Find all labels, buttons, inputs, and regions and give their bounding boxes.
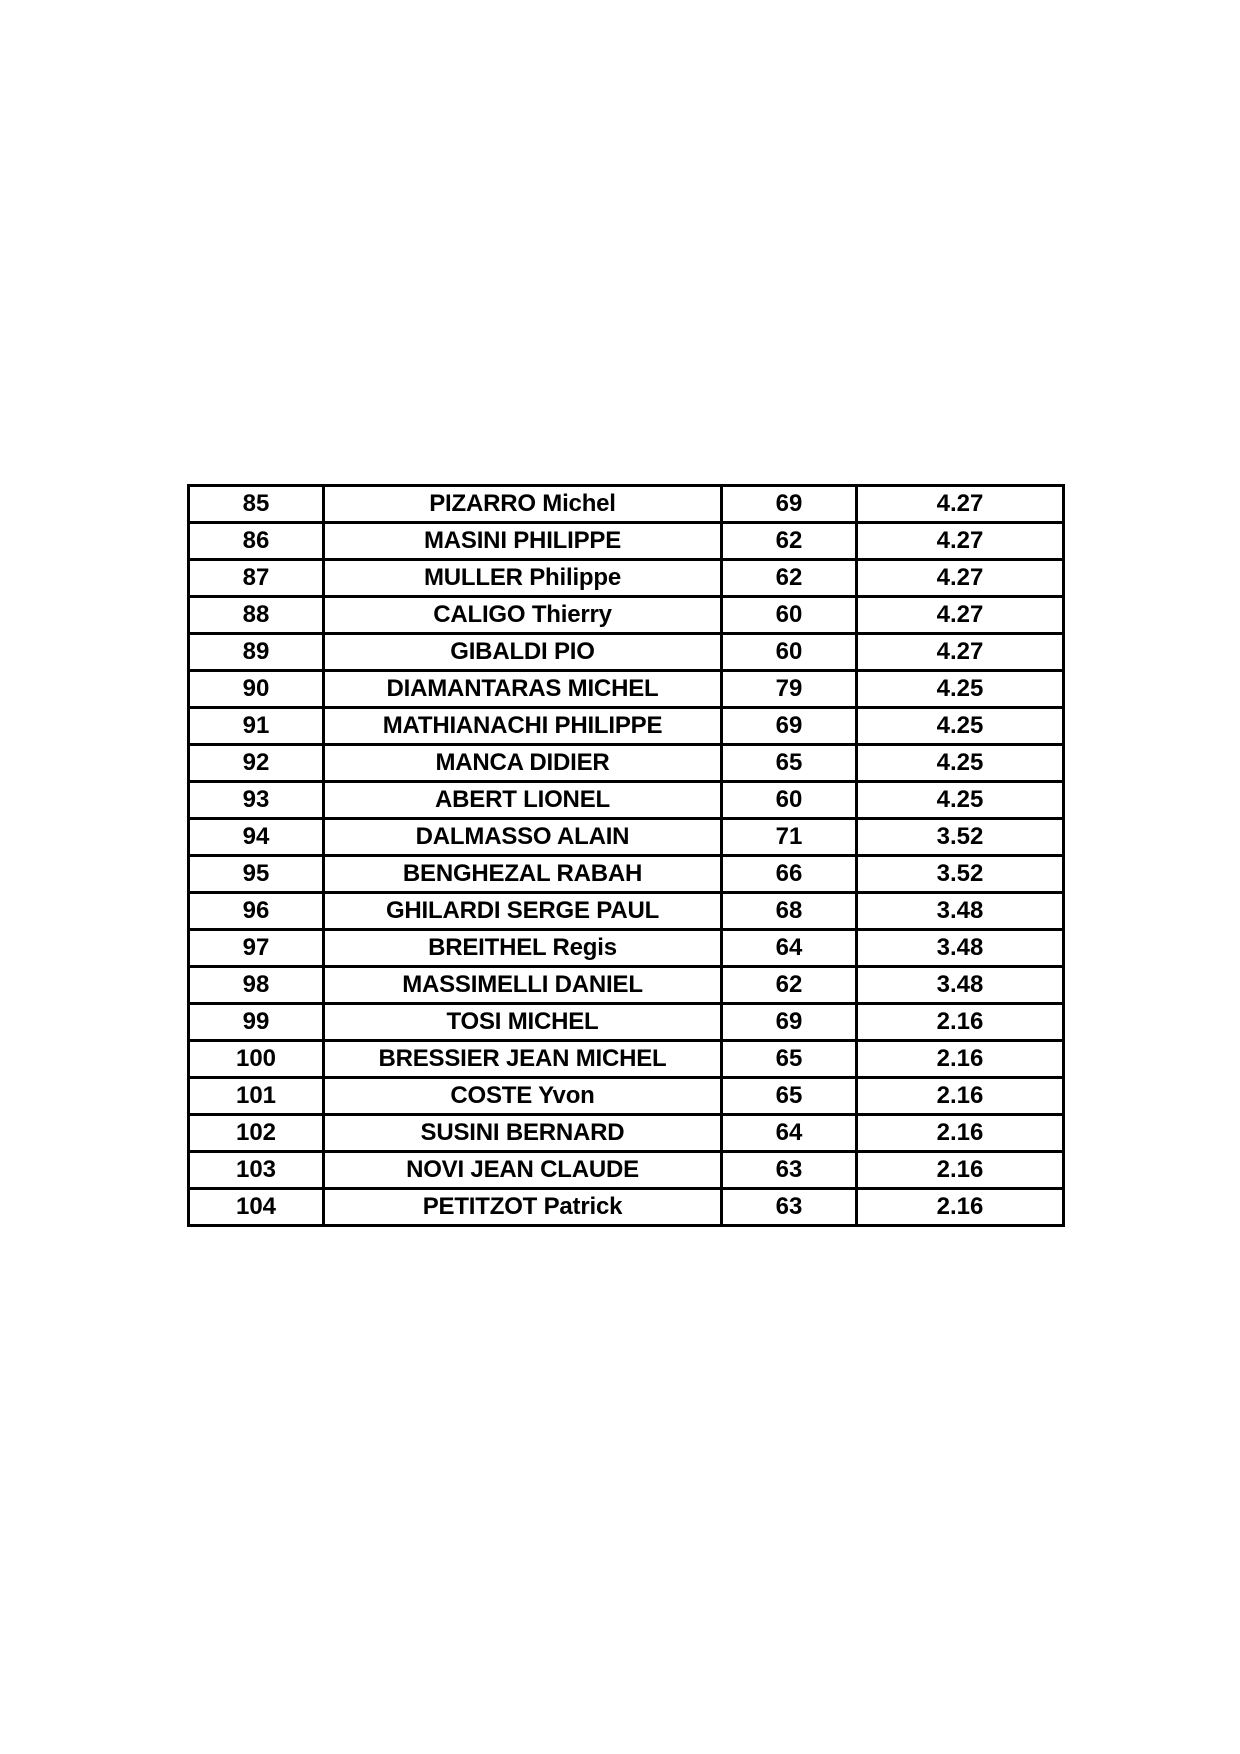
age-cell: 60 — [722, 782, 857, 819]
rank-cell: 102 — [189, 1115, 324, 1152]
rank-cell: 101 — [189, 1078, 324, 1115]
name-cell: BENGHEZAL RABAH — [324, 856, 722, 893]
name-cell: DIAMANTARAS MICHEL — [324, 671, 722, 708]
table-row — [189, 1041, 1064, 1078]
age-cell: 69 — [722, 486, 857, 523]
name-cell: BREITHEL Regis — [324, 930, 722, 967]
age-cell: 66 — [722, 856, 857, 893]
rank-cell: 104 — [189, 1189, 324, 1226]
score-cell: 4.25 — [857, 782, 1064, 819]
name-cell: MASSIMELLI DANIEL — [324, 967, 722, 1004]
table-row — [189, 930, 1064, 967]
age-cell: 65 — [722, 745, 857, 782]
name-cell: COSTE Yvon — [324, 1078, 722, 1115]
results-table-body — [189, 486, 1064, 1226]
table-row — [189, 782, 1064, 819]
results-table — [187, 484, 1065, 1227]
rank-cell: 89 — [189, 634, 324, 671]
score-cell: 2.16 — [857, 1115, 1064, 1152]
score-cell: 4.25 — [857, 671, 1064, 708]
table-row — [189, 1152, 1064, 1189]
age-cell: 65 — [722, 1078, 857, 1115]
rank-cell: 95 — [189, 856, 324, 893]
table-row — [189, 486, 1064, 523]
score-cell: 4.27 — [857, 634, 1064, 671]
age-cell: 69 — [722, 1004, 857, 1041]
name-cell: SUSINI BERNARD — [324, 1115, 722, 1152]
table-row — [189, 745, 1064, 782]
score-cell: 4.27 — [857, 523, 1064, 560]
rank-cell: 87 — [189, 560, 324, 597]
name-cell: GIBALDI PIO — [324, 634, 722, 671]
score-cell: 2.16 — [857, 1152, 1064, 1189]
rank-cell: 98 — [189, 967, 324, 1004]
age-cell: 79 — [722, 671, 857, 708]
score-cell: 2.16 — [857, 1189, 1064, 1226]
age-cell: 60 — [722, 634, 857, 671]
age-cell: 62 — [722, 967, 857, 1004]
name-cell: PETITZOT Patrick — [324, 1189, 722, 1226]
rank-cell: 90 — [189, 671, 324, 708]
rank-cell: 85 — [189, 486, 324, 523]
age-cell: 63 — [722, 1189, 857, 1226]
score-cell: 4.25 — [857, 708, 1064, 745]
table-row — [189, 523, 1064, 560]
table-row — [189, 1115, 1064, 1152]
table-row — [189, 1189, 1064, 1226]
age-cell: 63 — [722, 1152, 857, 1189]
name-cell: CALIGO Thierry — [324, 597, 722, 634]
score-cell: 3.48 — [857, 967, 1064, 1004]
name-cell: MASINI PHILIPPE — [324, 523, 722, 560]
rank-cell: 100 — [189, 1041, 324, 1078]
score-cell: 2.16 — [857, 1004, 1064, 1041]
table-row — [189, 856, 1064, 893]
name-cell: ABERT LIONEL — [324, 782, 722, 819]
table-row — [189, 708, 1064, 745]
rank-cell: 103 — [189, 1152, 324, 1189]
table-row — [189, 560, 1064, 597]
name-cell: GHILARDI SERGE PAUL — [324, 893, 722, 930]
age-cell: 71 — [722, 819, 857, 856]
age-cell: 60 — [722, 597, 857, 634]
score-cell: 3.52 — [857, 856, 1064, 893]
name-cell: BRESSIER JEAN MICHEL — [324, 1041, 722, 1078]
name-cell: DALMASSO ALAIN — [324, 819, 722, 856]
name-cell: TOSI MICHEL — [324, 1004, 722, 1041]
table-row — [189, 819, 1064, 856]
score-cell: 3.52 — [857, 819, 1064, 856]
table-row — [189, 967, 1064, 1004]
name-cell: MANCA DIDIER — [324, 745, 722, 782]
rank-cell: 88 — [189, 597, 324, 634]
table-row — [189, 597, 1064, 634]
name-cell: PIZARRO Michel — [324, 486, 722, 523]
rank-cell: 86 — [189, 523, 324, 560]
score-cell: 2.16 — [857, 1078, 1064, 1115]
rank-cell: 93 — [189, 782, 324, 819]
rank-cell: 92 — [189, 745, 324, 782]
score-cell: 4.27 — [857, 597, 1064, 634]
rank-cell: 94 — [189, 819, 324, 856]
age-cell: 62 — [722, 560, 857, 597]
name-cell: NOVI JEAN CLAUDE — [324, 1152, 722, 1189]
table-row — [189, 1004, 1064, 1041]
score-cell: 4.25 — [857, 745, 1064, 782]
score-cell: 4.27 — [857, 560, 1064, 597]
score-cell: 3.48 — [857, 930, 1064, 967]
rank-cell: 97 — [189, 930, 324, 967]
age-cell: 64 — [722, 930, 857, 967]
score-cell: 2.16 — [857, 1041, 1064, 1078]
table-row — [189, 893, 1064, 930]
score-cell: 4.27 — [857, 486, 1064, 523]
results-sheet — [187, 484, 1062, 1227]
rank-cell: 91 — [189, 708, 324, 745]
name-cell: MULLER Philippe — [324, 560, 722, 597]
name-cell: MATHIANACHI PHILIPPE — [324, 708, 722, 745]
age-cell: 69 — [722, 708, 857, 745]
age-cell: 68 — [722, 893, 857, 930]
age-cell: 64 — [722, 1115, 857, 1152]
rank-cell: 99 — [189, 1004, 324, 1041]
table-row — [189, 671, 1064, 708]
table-row — [189, 634, 1064, 671]
score-cell: 3.48 — [857, 893, 1064, 930]
age-cell: 65 — [722, 1041, 857, 1078]
table-row — [189, 1078, 1064, 1115]
rank-cell: 96 — [189, 893, 324, 930]
age-cell: 62 — [722, 523, 857, 560]
